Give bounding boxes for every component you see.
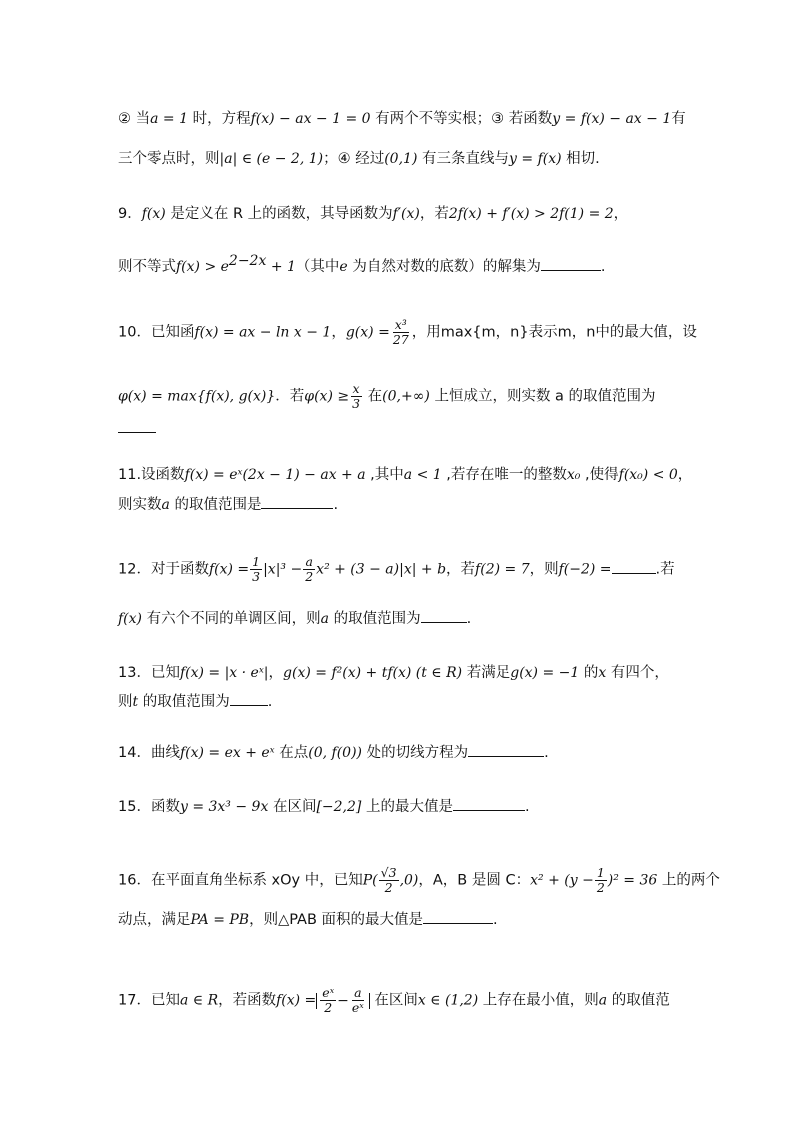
problem-16-line-2: 动点，满足PA = PB，则△PAB 面积的最大值是 . [118,909,678,931]
answer-blank[interactable] [541,256,601,271]
fraction: $\frac{1}{3}$ [252,554,261,584]
answer-blank[interactable] [261,494,333,509]
problem-13-line-1: 13．已知f(x) = |x · eˣ|，g(x) = f²(x) + tf(x) (t ∈ R) 若满足g(x) = −1 的x 有四个， [118,665,669,681]
fraction: $\frac{1}{2}$ [596,865,605,895]
fraction: $\frac{a}{\text{eˣ}}$ [351,985,364,1015]
problem-12-line-1: 12．对于函数f(x) = $\frac{1}{3}$ |x|³ − $\frac{a}{2}$ x² + (3 − a)|x| + b，若f(2) = 7，则f(−2) = .若 [118,554,675,584]
answer-blank[interactable] [118,418,156,433]
problem-16-line-1: 16．在平面直角坐标系 xOy 中，已知P( $\frac{√3}{2}$ ,0)，A，B 是圆 C：x² + (y − $\frac{1}{2}$ )² = 36 上的两个 [118,865,720,895]
fraction: $\frac{a}{2}$ [305,554,314,584]
problem-12-line-2: f(x) 有六个不同的单调区间，则a 的取值范围为 . [118,608,678,630]
answer-blank[interactable] [423,909,493,924]
problem-11-line-2: 则实数a 的取值范围是 . [118,494,678,516]
problem-8-line-1: ② 当a = 1 时，方程f(x) − ax − 1 = 0 有两个不等实根；③ 若函数y = f(x) − ax − 1有 [118,111,686,127]
absolute-value: $\frac{\text{eˣ}}{2}$ − $\frac{a}{\text{eˣ}}$ [316,993,369,1009]
problem-14-line-1: 14．曲线f(x) = ex + eˣ 在点(0, f(0)) 处的切线方程为 . [118,742,678,764]
answer-blank[interactable] [468,742,544,757]
fraction: $\frac{√3}{2}$ [380,865,397,895]
answer-blank[interactable] [230,691,268,706]
fraction: $\frac{\text{x³}}{27}$ [392,317,409,347]
problem-10-line-1: 10．已知函f(x) = ax − ln x − 1，g(x) = $\frac{\text{x³}}{27}$ ，用max{m，n}表示m，n中的最大值，设 [118,317,697,347]
answer-blank[interactable] [453,796,525,811]
problem-17-line-1: 17．已知a ∈ R，若函数f(x) = $\frac{\text{eˣ}}{2}$ − $\frac{a}{\text{eˣ}}$ 在区间x ∈ (1,2) 上存在最小值，则a 的取值范 [118,985,670,1015]
fraction: $\frac{\text{eˣ}}{2}$ [322,985,335,1015]
problem-9-line-1: 9．f(x) 是定义在 R 上的函数，其导函数为f′(x)，若2f(x) + f′(x) > 2f(1) = 2， [118,206,629,222]
problem-11-line-1: 11.设函数f(x) = eˣ(2x − 1) − ax + a ,其中a < 1 ,若存在唯一的整数x₀ ,使得f(x₀) < 0， [118,467,693,483]
problem-10-line-3 [118,418,678,440]
problem-8-line-2: 三个零点时，则|a| ∈ (e − 2, 1)；④ 经过(0,1) 有三条直线与y = f(x) 相切. [118,151,600,167]
answer-blank[interactable] [421,608,467,623]
problem-15-line-1: 15．函数y = 3x³ − 9x 在区间[−2,2] 上的最大值是 . [118,796,678,818]
problem-13-line-2: 则t 的取值范围为 . [118,691,678,713]
answer-blank[interactable] [612,559,656,574]
fraction: $\frac{x}{3}$ [352,381,361,411]
problem-10-line-2: φ(x) = max{f(x), g(x)}．若φ(x) ≥ $\frac{x}{3}$ 在(0,+∞) 上恒成立，则实数 a 的取值范围为 [118,381,656,411]
problem-9-line-2: 则不等式$f(x) > e^{2-2x} + 1$（其中e 为自然对数的底数）的解集为 . [118,253,606,275]
